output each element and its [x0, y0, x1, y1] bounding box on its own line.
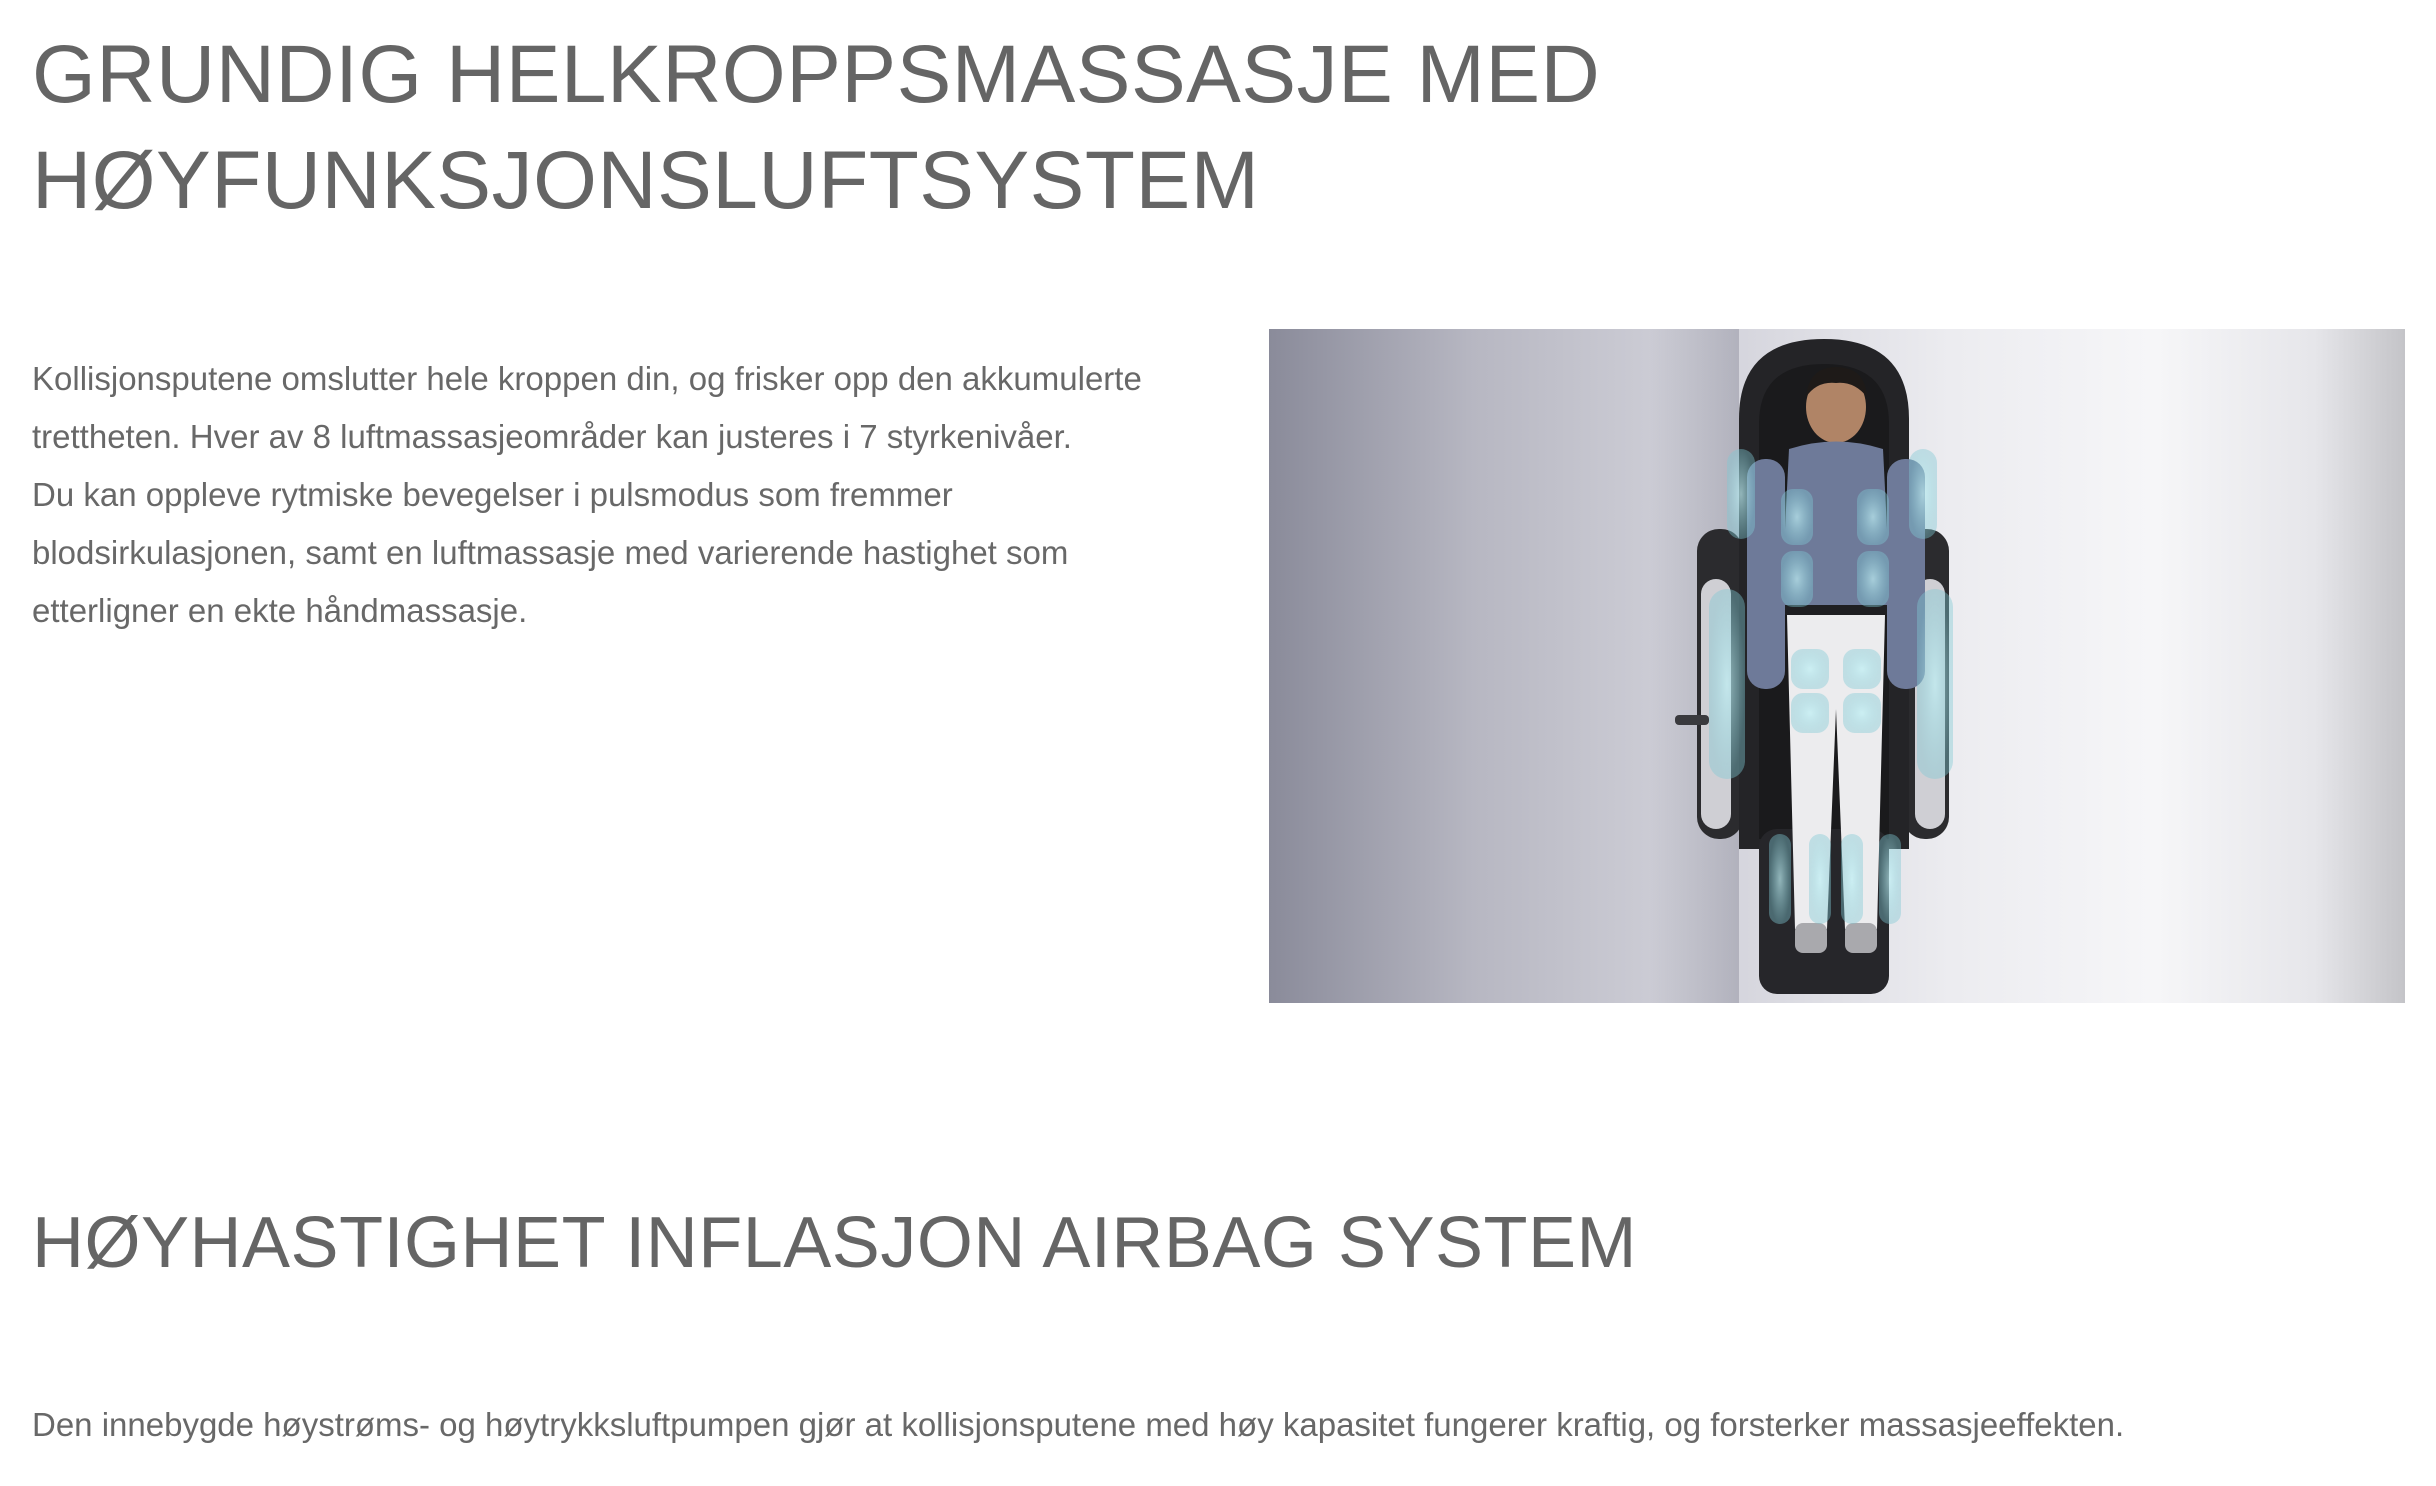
- airbag-shoulder-left: [1727, 449, 1755, 539]
- airbag-back-lower-right: [1857, 551, 1889, 607]
- airbag-calf-inner-right: [1841, 834, 1863, 924]
- airbag-system-description: Den innebygde høystrøms- og høytrykksluftpumpen gjør at kollisjonsputene med høy kapasitet fungerer kraftig, og forsterker massasjeeffekten.: [32, 1406, 2125, 1443]
- section-title-airbag-system: HØYHASTIGHET INFLASJON AIRBAG SYSTEM: [32, 1203, 1637, 1283]
- airbag-shoulder-right: [1909, 449, 1937, 539]
- massage-chair-illustration: [1269, 329, 2405, 1003]
- airbag-calf-inner-left: [1809, 834, 1831, 924]
- airbag-calf-outer-right: [1879, 834, 1901, 924]
- airbag-seat-left: [1791, 649, 1829, 689]
- airbag-arm-right: [1917, 589, 1953, 779]
- airbag-arm-left: [1709, 589, 1745, 779]
- person-left-foot: [1795, 923, 1827, 953]
- section-title-full-body-massage: [32, 22, 1732, 234]
- intro-paragraph-1: Kollisjonsputene omslutter hele kroppen din, og frisker opp den akkumulerte trettheten. Hver av 8 luftmassasjeområder kan justeres i 7 styrkenivåer.: [32, 360, 1142, 455]
- airbag-calf-outer-left: [1769, 834, 1791, 924]
- airbag-thigh-right: [1843, 693, 1881, 733]
- airbag-back-upper-right: [1857, 489, 1889, 545]
- airbag-seat-right: [1843, 649, 1881, 689]
- massage-chair-photo: [1269, 329, 2405, 1003]
- intro-text: [32, 350, 1172, 640]
- title-line-1: GRUNDIG HELKROPPSMASSASJE MED: [32, 29, 1601, 120]
- airbag-thigh-left: [1791, 693, 1829, 733]
- person-right-foot: [1845, 923, 1877, 953]
- airbag-back-lower-left: [1781, 551, 1813, 607]
- airbag-back-upper-left: [1781, 489, 1813, 545]
- title-line-2: HØYFUNKSJONSLUFTSYSTEM: [32, 135, 1260, 226]
- remote-control: [1675, 715, 1709, 725]
- intro-paragraph-2: Du kan oppleve rytmiske bevegelser i pulsmodus som fremmer blodsirkulasjonen, samt en luftmassasje med varierende hastighet som etterligner en ekte håndmassasje.: [32, 476, 1069, 629]
